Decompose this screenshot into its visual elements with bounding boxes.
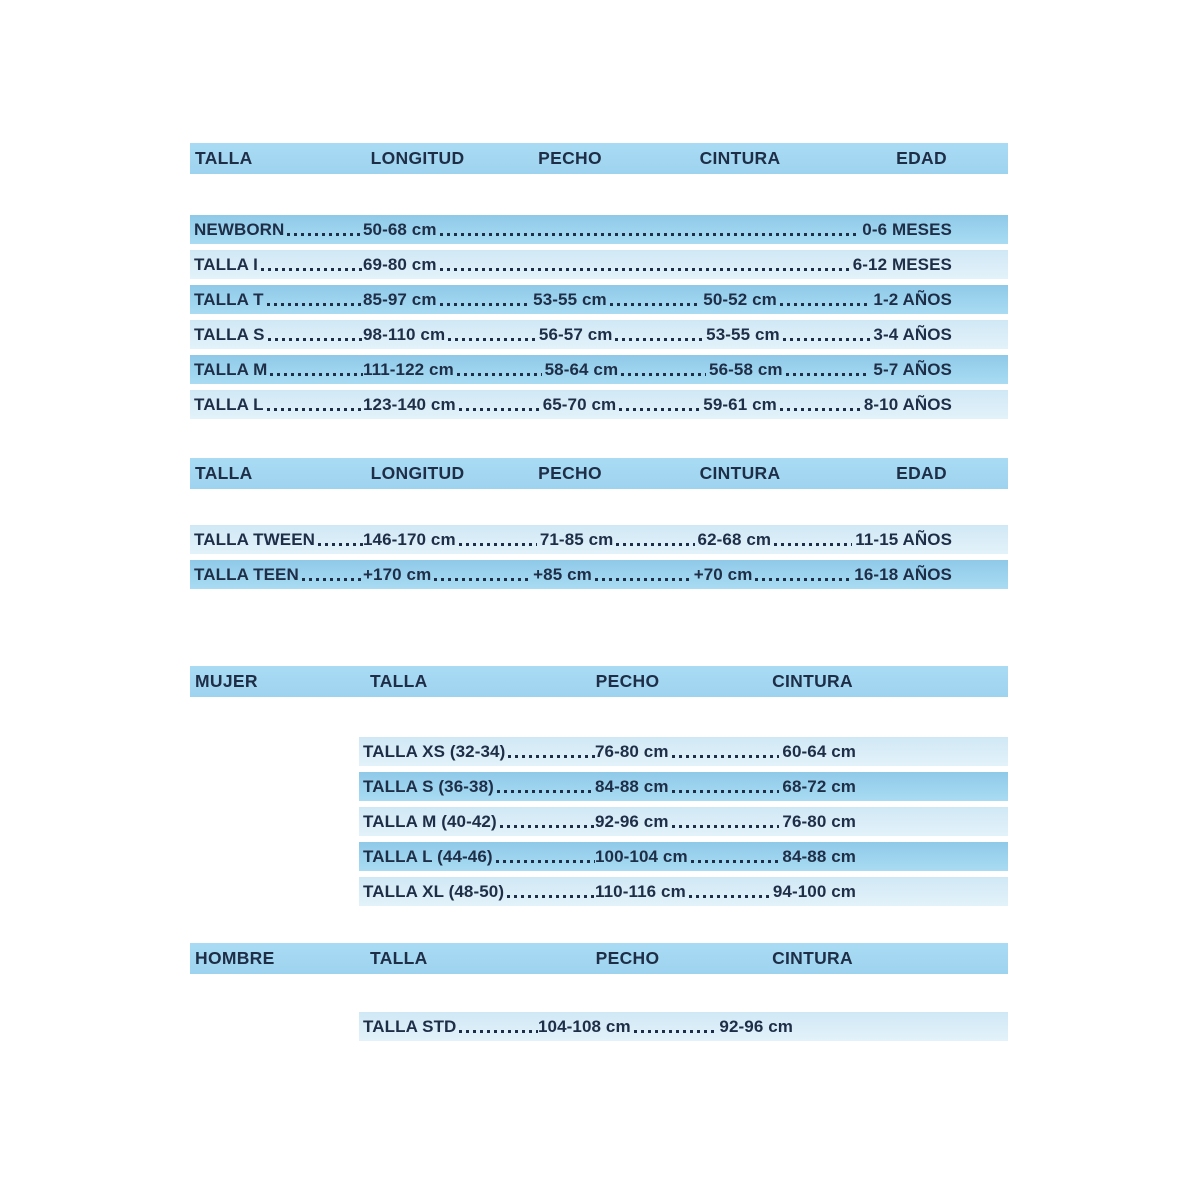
header-col-edad: EDAD (896, 148, 947, 168)
row-value: 8-10 AÑOS (863, 394, 952, 414)
row-value: 65-70 cm (542, 394, 617, 414)
row-label-cell (359, 737, 595, 766)
header-col-talla: TALLA (370, 948, 428, 968)
dot-leader (459, 543, 537, 546)
row-label: TALLA XS (32-34) (363, 741, 506, 761)
header-col-pecho: PECHO (595, 948, 660, 968)
row-label-cell (190, 355, 363, 384)
dot-leader (691, 860, 780, 863)
row-value: 5-7 AÑOS (873, 359, 952, 379)
hombre-table-rows (359, 1012, 1008, 1047)
row-value: 84-88 cm (595, 776, 669, 796)
row-value: 100-104 cm (595, 846, 688, 866)
row-value: +70 cm (693, 564, 753, 584)
row-label: TALLA L (194, 394, 264, 414)
row-value: 0-6 MESES (862, 219, 952, 239)
dot-leader (774, 543, 852, 546)
dot-leader (500, 825, 595, 828)
hombre-table-header (190, 943, 1008, 974)
dot-leader (440, 303, 531, 306)
kids-table-rows (190, 215, 1008, 425)
dot-leader (621, 373, 706, 376)
row-value: 58-64 cm (544, 359, 619, 379)
row-value: 98-110 cm (363, 324, 446, 344)
dot-leader (287, 233, 363, 236)
row-label: TALLA M (40-42) (363, 811, 497, 831)
table-row (359, 772, 1008, 801)
row-value: 71-85 cm (539, 529, 614, 549)
table-row (190, 560, 1008, 589)
teens-table-header (190, 458, 1008, 489)
dot-leader (267, 408, 363, 411)
row-label-cell (190, 525, 363, 554)
dot-leader (780, 303, 871, 306)
header-col-pecho: PECHO (538, 148, 602, 168)
row-label: TALLA XL (48-50) (363, 881, 505, 901)
row-label: TALLA S (36-38) (363, 776, 494, 796)
header-col-mujer: MUJER (195, 671, 258, 691)
row-label: TALLA T (194, 289, 264, 309)
row-label-cell (359, 842, 595, 871)
dot-leader (672, 825, 780, 828)
row-label-cell (190, 285, 363, 314)
header-col-longitud: LONGITUD (370, 463, 465, 483)
dot-leader (457, 373, 542, 376)
dot-leader (448, 338, 536, 341)
row-value: 11-15 AÑOS (855, 529, 953, 549)
dot-leader (497, 790, 595, 793)
row-value: 76-80 cm (782, 811, 856, 831)
dot-leader (496, 860, 595, 863)
mujer-table-header (190, 666, 1008, 697)
dot-leader (672, 755, 780, 758)
row-value: 50-52 cm (703, 289, 777, 309)
header-col-hombre: HOMBRE (195, 948, 275, 968)
dot-leader (261, 268, 363, 271)
dot-leader (440, 233, 860, 236)
row-value: 62-68 cm (697, 529, 772, 549)
row-value: 50-68 cm (363, 219, 437, 239)
row-label: NEWBORN (194, 219, 285, 239)
table-row (190, 390, 1008, 419)
row-value: 111-122 cm (363, 359, 454, 379)
dot-leader (508, 755, 595, 758)
teens-table-rows (190, 525, 1008, 595)
table-row (359, 807, 1008, 836)
header-col-cintura: CINTURA (772, 948, 853, 968)
row-label: TALLA STD (363, 1016, 457, 1036)
row-value: 146-170 cm (363, 529, 456, 549)
header-col-cintura: CINTURA (699, 463, 781, 483)
table-row (190, 215, 1008, 244)
dot-leader (302, 578, 363, 581)
row-value: 56-57 cm (538, 324, 613, 344)
dot-leader (595, 578, 691, 581)
dot-leader (755, 578, 851, 581)
table-row (190, 320, 1008, 349)
table-row (190, 525, 1008, 554)
kids-table-header (190, 143, 1008, 174)
row-value: 68-72 cm (782, 776, 856, 796)
row-value: 53-55 cm (533, 289, 607, 309)
header-col-talla: TALLA (370, 671, 428, 691)
row-value: 56-58 cm (709, 359, 783, 379)
dot-leader (459, 408, 540, 411)
row-value: 110-116 cm (595, 881, 686, 901)
row-label: TALLA TEEN (194, 564, 299, 584)
row-value: 92-96 cm (595, 811, 669, 831)
row-label-cell (190, 320, 363, 349)
dot-leader (689, 895, 770, 898)
row-value: 3-4 AÑOS (873, 324, 953, 344)
row-label: TALLA I (194, 254, 258, 274)
row-value: 6-12 MESES (852, 254, 952, 274)
dot-leader (270, 373, 363, 376)
row-value: 69-80 cm (363, 254, 437, 274)
table-row (190, 250, 1008, 279)
row-value: 85-97 cm (363, 289, 437, 309)
row-value: +85 cm (533, 564, 592, 584)
row-label-cell (190, 390, 363, 419)
dot-leader (783, 338, 871, 341)
table-row (359, 877, 1008, 906)
row-label: TALLA M (194, 359, 268, 379)
table-row (190, 355, 1008, 384)
header-col-edad: EDAD (896, 463, 947, 483)
row-value: 92-96 cm (719, 1016, 793, 1036)
row-label-cell (359, 772, 595, 801)
header-col-cintura: CINTURA (772, 671, 853, 691)
dot-leader (318, 543, 363, 546)
header-col-pecho: PECHO (538, 463, 602, 483)
mujer-table-rows (359, 737, 1008, 912)
row-value: 59-61 cm (703, 394, 777, 414)
row-value: +170 cm (363, 564, 432, 584)
row-value: 53-55 cm (706, 324, 780, 344)
row-label-cell (190, 560, 363, 589)
header-col-talla: TALLA (195, 463, 253, 483)
dot-leader (440, 268, 850, 271)
row-value: 84-88 cm (782, 846, 856, 866)
header-col-talla: TALLA (195, 148, 253, 168)
dot-leader (616, 543, 694, 546)
row-label: TALLA TWEEN (194, 529, 316, 549)
dot-leader (459, 1030, 538, 1033)
row-label-cell (190, 250, 363, 279)
dot-leader (507, 895, 595, 898)
header-col-pecho: PECHO (595, 671, 660, 691)
dot-leader (434, 578, 530, 581)
dot-leader (619, 408, 700, 411)
table-row (190, 285, 1008, 314)
row-label-cell (190, 215, 363, 244)
row-value: 16-18 AÑOS (854, 564, 952, 584)
table-row (359, 1012, 1008, 1041)
row-value: 94-100 cm (772, 881, 856, 901)
row-value: 60-64 cm (782, 741, 856, 761)
dot-leader (610, 303, 701, 306)
row-value: 123-140 cm (363, 394, 456, 414)
header-col-longitud: LONGITUD (370, 148, 465, 168)
row-label: TALLA S (194, 324, 265, 344)
dot-leader (634, 1030, 717, 1033)
row-value: 104-108 cm (538, 1016, 631, 1036)
row-label-cell (359, 807, 595, 836)
header-col-cintura: CINTURA (699, 148, 781, 168)
row-label-cell (359, 877, 595, 906)
dot-leader (615, 338, 703, 341)
dot-leader (268, 338, 363, 341)
dot-leader (267, 303, 363, 306)
dot-leader (786, 373, 871, 376)
dot-leader (780, 408, 861, 411)
row-label: TALLA L (44-46) (363, 846, 493, 866)
row-value: 76-80 cm (595, 741, 669, 761)
row-value: 1-2 AÑOS (873, 289, 953, 309)
table-row (359, 737, 1008, 766)
table-row (359, 842, 1008, 871)
row-label-cell (359, 1012, 538, 1041)
dot-leader (672, 790, 780, 793)
